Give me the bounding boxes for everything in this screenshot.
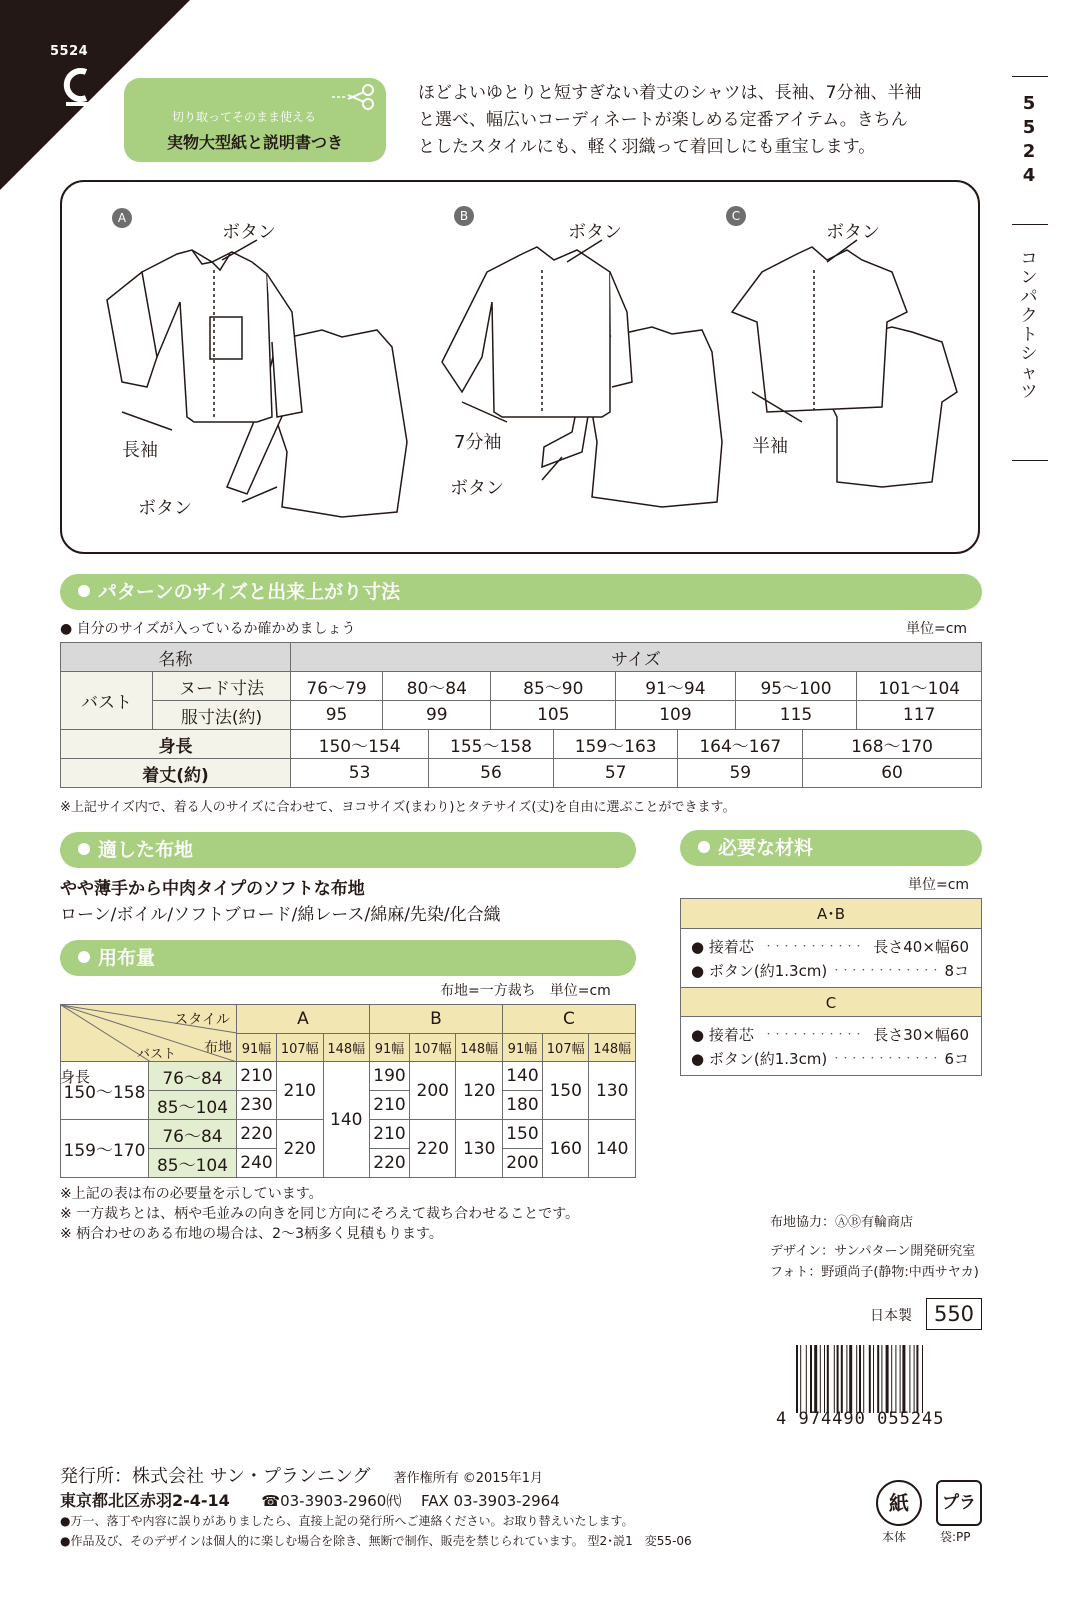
materials-box [680, 898, 982, 1076]
barcode-bar [869, 1345, 871, 1413]
corner-style: スタイル [174, 1012, 230, 1028]
side-divider [1012, 224, 1048, 225]
barcode-bar [810, 1345, 812, 1413]
material-row: ● ボタン(約1.3cm) ・・・・・・・・・・・・ 6コ [691, 1050, 969, 1068]
barcode-bar [859, 1345, 861, 1413]
cell: 101〜104 [857, 672, 982, 701]
usage-notes [60, 1184, 579, 1244]
intro-line: ほどよいゆとりと短すぎない着丈のシャツは、長袖、7分袖、半袖 [418, 83, 922, 103]
cell: 200 [502, 1149, 542, 1178]
size-footnote: ※上記サイズ内で、着る人のサイズに合わせて、ヨコサイズ(まわり)とタテサイズ(丈)を自由に選ぶことができます。 [60, 800, 736, 815]
cell: 59 [678, 759, 803, 788]
label-button: ボタン [568, 222, 622, 243]
height-range: 150〜158 [61, 1062, 149, 1120]
size-note: ● 自分のサイズが入っているか確かめましょう [60, 621, 356, 637]
bust-range: 85〜104 [149, 1091, 237, 1120]
cell: 150 [502, 1120, 542, 1149]
barcode-bar [914, 1345, 915, 1413]
fabric-usage-table [60, 1004, 636, 1178]
publisher: 発行所：株式会社 サン・プランニング [60, 1466, 371, 1487]
cell: 80〜84 [383, 672, 491, 701]
style-badge-a: A [112, 208, 132, 228]
row-length: 着丈(約) [61, 759, 291, 788]
cell: 159〜163 [553, 730, 678, 759]
fabric-section-header [60, 832, 636, 868]
width: 107幅 [410, 1034, 456, 1062]
barcode-bar [895, 1345, 896, 1413]
cell: 99 [383, 701, 491, 730]
width: 148幅 [323, 1034, 369, 1062]
cell: 210 [369, 1091, 409, 1120]
materials-group-c: C [681, 987, 981, 1017]
cell: 160 [542, 1120, 588, 1178]
cell: 155〜158 [429, 730, 554, 759]
barcode-bar [902, 1345, 905, 1413]
label-three-quarter-sleeve: 7分袖 [454, 432, 502, 453]
barcode-bar [849, 1345, 852, 1413]
barcode-bar [891, 1345, 892, 1413]
cell: 130 [456, 1120, 502, 1178]
address: 東京都北区赤羽2-4-14 [60, 1491, 230, 1510]
materials-unit: 単位=cm [908, 877, 970, 893]
phone: ☎03-3903-2960㈹ [261, 1492, 402, 1510]
cell: 140 [502, 1062, 542, 1091]
width: 107幅 [277, 1034, 323, 1062]
row-height: 身長 [61, 730, 291, 759]
usage-unit: 布地=一方裁ち 単位=cm [440, 983, 611, 999]
cell: 115 [735, 701, 857, 730]
material-row: ● ボタン(約1.3cm) ・・・・・・・・・・・・ 8コ [691, 962, 969, 980]
barcode-bar [877, 1345, 879, 1413]
cell: 220 [410, 1120, 456, 1178]
cell: 95 [291, 701, 383, 730]
copyright: 著作権所有 ©2015年1月 [393, 1471, 544, 1486]
bust-range: 76〜84 [149, 1062, 237, 1091]
made-in: 日本製 [870, 1308, 912, 1324]
cell: 53 [291, 759, 429, 788]
label-button: ボタン [826, 222, 880, 243]
contact-line [60, 1488, 560, 1511]
row-garment: 服寸法(約) [153, 701, 291, 730]
footer-note: ●万一、落丁や内容に誤りがありましたら、直接上記の発行所へご連絡ください。お取り替えいたします。 [60, 1514, 634, 1528]
side-divider [1012, 76, 1048, 77]
pattern-code: 5524 [50, 44, 89, 59]
barcode-bar [856, 1345, 857, 1413]
credits [770, 1212, 979, 1283]
barcode-bar [881, 1345, 882, 1413]
credit-line [770, 1233, 979, 1241]
style-badge-c: C [726, 206, 746, 226]
note-line: ※ 柄合わせのある布地の場合は、2〜3柄多く見積もります。 [60, 1226, 443, 1242]
cell: 120 [456, 1062, 502, 1120]
cell: 180 [502, 1091, 542, 1120]
cell: 168〜170 [803, 730, 982, 759]
section-title: 適した布地 [98, 839, 194, 861]
barcode-bar [900, 1345, 901, 1413]
materials-section-header [680, 830, 982, 866]
credit-line: フォト：野頭尚子(静物:中西サヤカ) [770, 1265, 979, 1280]
height-range: 159〜170 [61, 1120, 149, 1178]
corner-cell [61, 1005, 237, 1062]
credit-line: 布地協力：ⒶⒷ有輪商店 [770, 1215, 914, 1230]
style-c: C [502, 1005, 635, 1034]
barcode-bar [800, 1345, 801, 1413]
label-long-sleeve: 長袖 [122, 440, 158, 461]
fabric-type: やや薄手から中肉タイプのソフトな布地 [60, 879, 365, 899]
bust-range: 85〜104 [149, 1149, 237, 1178]
corner-height: 身長 [60, 1068, 91, 1086]
style-a: A [237, 1005, 370, 1034]
side-divider [1012, 460, 1048, 461]
side-number: 5 5 2 4 [1022, 93, 1036, 186]
row-bust: バスト [61, 672, 153, 730]
intro-line: と選べ、幅広いコーディネートが楽しめる定番アイテム。きちん [418, 110, 908, 130]
cell: 220 [277, 1120, 323, 1178]
barcode-bar [922, 1345, 923, 1413]
scissors-icon [332, 84, 376, 110]
barcode-bar [863, 1345, 864, 1413]
material-row: ● 接着芯 ・・・・・・・・・・・ 長さ30×幅60 [691, 1026, 969, 1044]
intro-line: としたスタイルにも、軽く羽織って着回しにも重宝します。 [418, 137, 876, 157]
bust-range: 76〜84 [149, 1120, 237, 1149]
cell: 105 [491, 701, 616, 730]
cell: 220 [369, 1149, 409, 1178]
cell: 140 [589, 1120, 636, 1178]
cell: 91〜94 [616, 672, 736, 701]
barcode-bar [824, 1345, 825, 1413]
cell: 60 [803, 759, 982, 788]
style-badge-b: B [454, 206, 474, 226]
section-title: 用布量 [98, 947, 156, 969]
width: 91幅 [369, 1034, 409, 1062]
publisher-line [60, 1462, 543, 1488]
cell: 76〜79 [291, 672, 383, 701]
usage-section-header [60, 940, 636, 976]
fabric-list: ローン/ボイル/ソフトブロード/綿レース/綿麻/先染/化合織 [60, 905, 501, 925]
cell: 210 [277, 1062, 323, 1120]
barcode-bar [806, 1345, 807, 1413]
cell: 220 [237, 1120, 277, 1149]
cell: 57 [553, 759, 678, 788]
barcode [796, 1345, 976, 1413]
barcode-bar [873, 1345, 874, 1413]
size-unit: 単位=cm [906, 621, 968, 637]
plastic-recycle-icon: プラ [936, 1480, 982, 1526]
cell: 190 [369, 1062, 409, 1091]
side-title: コ ン パ ク ト シ ャ ツ [1020, 249, 1038, 402]
cell: 230 [237, 1091, 277, 1120]
barcode-bar [916, 1345, 918, 1413]
section-title: 必要な材料 [718, 837, 814, 859]
materials-group-ab: A･B [681, 899, 981, 929]
barcode-bar [834, 1345, 835, 1413]
header-size: サイズ [291, 643, 982, 672]
cell: 109 [616, 701, 736, 730]
tag-subtitle: 切り取ってそのまま使える [171, 110, 316, 124]
material-row: ● 接着芯 ・・・・・・・・・・・ 長さ40×幅60 [691, 938, 969, 956]
fax: FAX 03-3903-2964 [420, 1492, 560, 1510]
cell: 210 [369, 1120, 409, 1149]
width: 107幅 [542, 1034, 588, 1062]
label-button: ボタン [450, 478, 504, 499]
illustration-box [60, 180, 980, 554]
barcode-bar [909, 1345, 910, 1413]
corner-fabric: 布地 [204, 1040, 232, 1056]
cell: 140 [323, 1062, 369, 1178]
section-title: パターンのサイズと出来上がり寸法 [98, 581, 401, 603]
corner-bust: バスト [137, 1047, 177, 1062]
barcode-bar [796, 1345, 798, 1413]
barcode-number: 4 974490 055245 [776, 1409, 945, 1429]
label-button: ボタン [222, 222, 276, 243]
credit-line: デザイン：サンパターン開発研究室 [770, 1244, 976, 1259]
cell: 117 [857, 701, 982, 730]
width: 148幅 [589, 1034, 636, 1062]
paper-recycle-label: 本体 [882, 1530, 907, 1544]
cell: 130 [589, 1062, 636, 1120]
label-button: ボタン [138, 498, 192, 519]
barcode-bar [827, 1345, 829, 1413]
width: 91幅 [237, 1034, 277, 1062]
label-short-sleeve: 半袖 [752, 436, 788, 457]
style-b: B [369, 1005, 502, 1034]
cell: 240 [237, 1149, 277, 1178]
cell: 150〜154 [291, 730, 429, 759]
cell: 164〜167 [678, 730, 803, 759]
footer-note: ●作品及び、そのデザインは個人的に楽しむ場合を除き、無断で制作、販売を禁じられています。 型2･説1 変55-06 [60, 1534, 692, 1548]
note-line: ※ 一方裁ちとは、柄や毛並みの向きを同じ方向にそろえて裁ち合わせることです。 [60, 1206, 580, 1222]
barcode-bar [886, 1345, 889, 1413]
width: 148幅 [456, 1034, 502, 1062]
paper-recycle-icon: 紙 [876, 1480, 922, 1526]
plastic-recycle-label: 袋:PP [940, 1530, 971, 1544]
cell: 56 [429, 759, 554, 788]
size-section-header [60, 574, 982, 610]
price: 550 [926, 1298, 982, 1330]
cell: 150 [542, 1062, 588, 1120]
barcode-bar [846, 1345, 847, 1413]
barcode-bar [820, 1345, 821, 1413]
cell: 200 [410, 1062, 456, 1120]
barcode-bar [841, 1345, 843, 1413]
barcode-bar [814, 1345, 817, 1413]
intro-text [418, 80, 978, 161]
cell: 210 [237, 1062, 277, 1091]
width: 91幅 [502, 1034, 542, 1062]
row-nude: ヌード寸法 [153, 672, 291, 701]
note-line: ※上記の表は布の必要量を示しています。 [60, 1186, 323, 1202]
header-name: 名称 [61, 643, 291, 672]
cell: 85〜90 [491, 672, 616, 701]
cell: 95〜100 [735, 672, 857, 701]
size-table [60, 642, 982, 788]
barcode-bar [837, 1345, 839, 1413]
tag-title: 実物大型紙と説明書つき [166, 133, 343, 152]
